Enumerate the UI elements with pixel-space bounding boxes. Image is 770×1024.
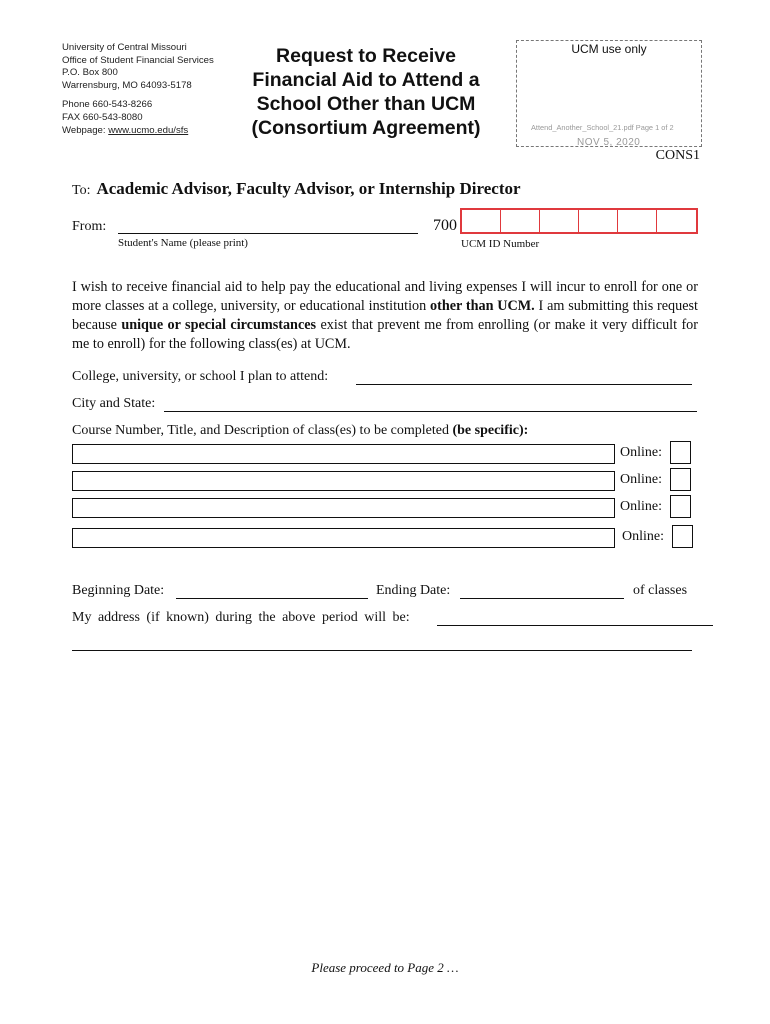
online-label: Online: [620,499,662,514]
course-field-4[interactable] [72,528,615,548]
to-recipient: Academic Advisor, Faculty Advisor, or Internship Director [96,179,521,198]
online-label: Online: [620,445,662,460]
id-caption: UCM ID Number [461,238,540,250]
id-digit-box[interactable] [657,210,696,232]
request-statement [72,278,698,354]
file-name: Attend_Another_School_21.pdf Page 1 of 2 [531,123,674,132]
course-field-3[interactable] [72,498,615,518]
statement-text: I wish to receive financial aid to help pay the educational and living expenses I will incur to enroll for one or more classes at a college, university, or educational institution [72,279,698,314]
org-line: Warrensburg, MO 64093-5178 [62,79,192,91]
org-line: P.O. Box 800 [62,67,118,79]
course-label-text: Course Number, Title, and Description of class(es) to be completed [72,423,453,438]
address-field-2[interactable] [72,650,692,651]
title-line: Financial Aid to Attend a [252,69,480,91]
contact-block [62,42,242,137]
form-title [236,44,496,140]
fax: FAX 660-543-8080 [62,111,143,123]
webpage-label: Webpage: [62,124,109,136]
title-line: Request to Receive [276,45,456,67]
id-digit-box[interactable] [462,210,501,232]
of-classes-label: of classes [633,583,688,598]
phone: Phone 660-543-8266 [62,99,153,111]
to-line [72,179,521,199]
college-field[interactable] [356,384,692,385]
form-code: CONS1 [655,148,700,163]
end-date-label: Ending Date: [376,583,451,598]
office-use-box [516,40,702,147]
webpage-link[interactable]: www.ucmo.edu/sfs [108,124,189,136]
city-state-field[interactable] [164,411,697,412]
online-checkbox-3[interactable] [670,495,691,518]
org-line: University of Central Missouri [62,42,187,53]
id-prefix: 700 [433,217,457,234]
title-line: School Other than UCM [256,93,476,115]
id-digit-box[interactable] [501,210,540,232]
online-label: Online: [620,472,662,487]
webpage [62,125,242,138]
from-label: From: [72,219,107,234]
begin-date-label: Beginning Date: [72,583,165,598]
online-checkbox-1[interactable] [670,441,691,464]
to-label: To: [72,183,91,198]
title-line: (Consortium Agreement) [251,117,481,139]
city-label: City and State: [72,396,156,411]
office-use-heading: UCM use only [571,42,647,56]
online-checkbox-2[interactable] [670,468,691,491]
online-checkbox-4[interactable] [672,525,693,548]
statement-text: I am submitting this request because [72,298,698,333]
id-digit-box[interactable] [618,210,657,232]
begin-date-field[interactable] [176,598,368,599]
course-label-emphasis: (be specific): [452,423,529,438]
student-name-field[interactable] [118,233,418,234]
course-field-1[interactable] [72,444,615,464]
address-field-1[interactable] [437,625,713,626]
id-digit-box[interactable] [579,210,618,232]
course-field-2[interactable] [72,471,615,491]
student-name-caption: Student's Name (please print) [118,237,248,249]
org-line: Office of Student Financial Services [62,54,214,66]
date-stamp: NOV 5, 2020 [577,137,641,148]
college-label: College, university, or school I plan to attend: [72,369,329,384]
statement-emphasis: other than UCM. [430,298,535,314]
address-label: My address (if known) during the above period will be: [72,610,410,625]
online-label: Online: [622,529,664,544]
statement-text: exist that prevent me from enrolling (or make it very difficult for me to enroll) for the following class(es) at UCM. [72,317,698,352]
id-digit-box[interactable] [540,210,579,232]
end-date-field[interactable] [460,598,624,599]
page-footer: Please proceed to Page 2 … [311,960,459,975]
ucm-id-field[interactable] [460,208,698,234]
statement-emphasis: unique or special circumstances [121,317,317,333]
course-label [72,423,528,439]
